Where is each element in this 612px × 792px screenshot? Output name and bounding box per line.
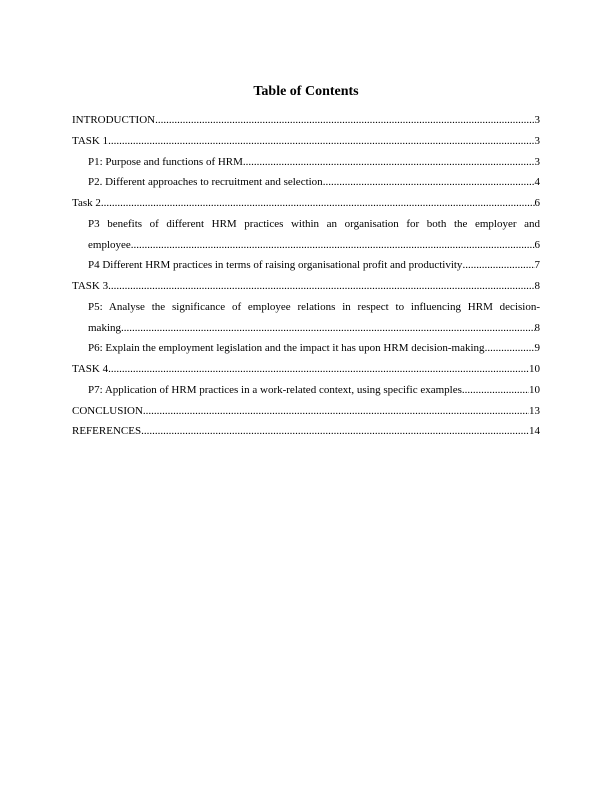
- toc-page-number: 10: [529, 363, 540, 375]
- table-of-contents: [72, 110, 540, 442]
- toc-page-number: 9: [534, 342, 540, 355]
- toc-page-number: 14: [529, 425, 540, 438]
- dot-leader: [101, 193, 535, 214]
- toc-entry[interactable]: [72, 359, 540, 380]
- toc-entry[interactable]: [72, 401, 540, 422]
- toc-entry[interactable]: [72, 110, 540, 131]
- toc-page-number: 8: [534, 321, 540, 334]
- toc-page-number: 13: [529, 404, 540, 417]
- toc-entry[interactable]: [72, 276, 540, 297]
- toc-entry[interactable]: [72, 193, 540, 214]
- toc-page-number: 3: [534, 134, 540, 147]
- toc-entry[interactable]: [72, 235, 540, 256]
- dot-leader: [108, 276, 534, 297]
- toc-page-number: 8: [534, 280, 540, 292]
- dot-leader: [462, 255, 534, 276]
- toc-page-number: 10: [529, 383, 540, 396]
- toc-entry[interactable]: [72, 131, 540, 152]
- dot-leader: [121, 318, 535, 339]
- toc-page-number: 4: [534, 176, 540, 189]
- toc-entry-text: P2. Different approaches to recruitment and selection: [88, 176, 323, 189]
- toc-entry-text: CONCLUSION: [72, 404, 143, 417]
- toc-entry-text: TASK 3: [72, 280, 109, 292]
- toc-entry[interactable]: [72, 172, 540, 193]
- toc-entry-text: INTRODUCTION: [72, 114, 156, 126]
- dot-leader: [462, 380, 529, 401]
- toc-page-number: 7: [534, 259, 540, 272]
- dot-leader: [243, 152, 535, 173]
- toc-entry[interactable]: [72, 152, 540, 173]
- dot-leader: [143, 401, 529, 422]
- toc-entry[interactable]: [72, 380, 540, 401]
- toc-entry-text: P7: Application of HRM practices in a work-related context, using specific examples: [88, 383, 462, 396]
- toc-entry-text[interactable]: P5: Analyse the significance of employee relations in respect to influencing HRM decision-: [88, 300, 540, 313]
- toc-page-number: 3: [534, 114, 540, 126]
- dot-leader: [323, 172, 535, 193]
- dot-leader: [155, 110, 534, 131]
- dot-leader: [485, 338, 535, 359]
- toc-entry[interactable]: [72, 338, 540, 359]
- toc-entry-text: REFERENCES: [72, 425, 142, 438]
- toc-entry-text: TASK 1: [72, 134, 109, 147]
- toc-entry-text: P1: Purpose and functions of HRM: [88, 155, 243, 168]
- toc-entry-text: Task 2: [72, 197, 101, 209]
- dot-leader: [141, 421, 529, 442]
- toc-entry-text: P4 Different HRM practices in terms of raising organisational profit and productivity: [88, 259, 463, 272]
- toc-entry-text[interactable]: P3 benefits of different HRM practices within an organisation for both the employer and: [88, 217, 540, 230]
- dot-leader: [131, 235, 535, 256]
- toc-entry-text: employee: [88, 238, 131, 251]
- toc-entry-text: making: [88, 321, 121, 334]
- toc-entry[interactable]: [72, 255, 540, 276]
- dot-leader: [108, 359, 529, 380]
- dot-leader: [108, 131, 534, 152]
- toc-entry-text: TASK 4: [72, 363, 109, 375]
- toc-page-number: 3: [534, 155, 540, 168]
- toc-entry-text: P6: Explain the employment legislation and the impact it has upon HRM decision-making: [88, 342, 485, 355]
- toc-title: Table of Contents: [253, 84, 359, 99]
- toc-entry[interactable]: [72, 421, 540, 442]
- toc-entry[interactable]: [72, 318, 540, 339]
- toc-page-number: 6: [534, 197, 540, 209]
- toc-page-number: 6: [534, 238, 540, 251]
